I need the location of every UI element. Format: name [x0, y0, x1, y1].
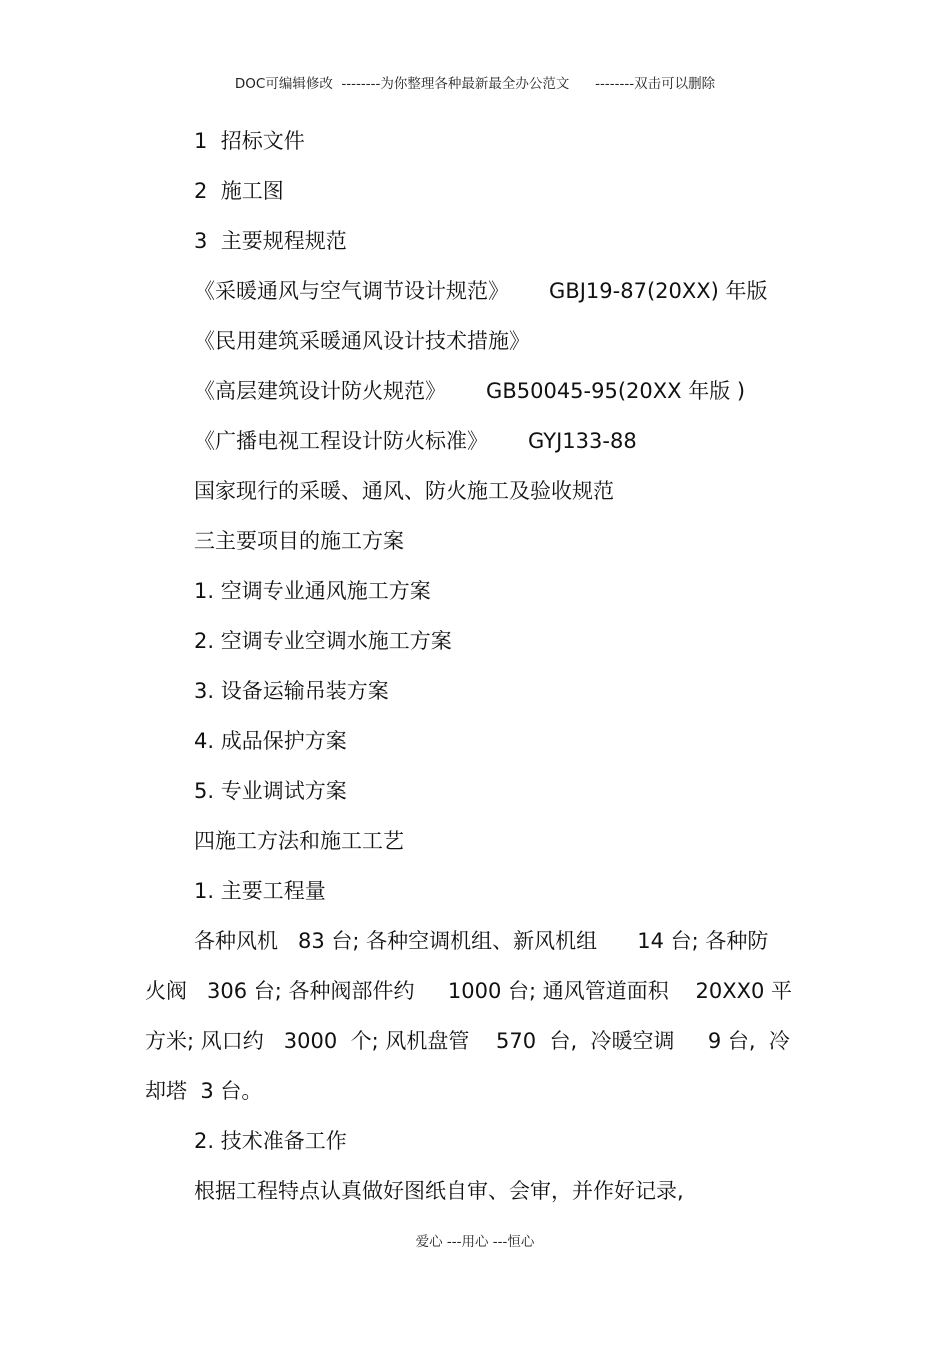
- plan-item-4: 4. 成品保护方案: [194, 729, 347, 753]
- standard-national-acceptance: 国家现行的采暖、通风、防火施工及验收规范: [194, 479, 614, 503]
- paragraph-tech-prep: 根据工程特点认真做好图纸自审、会审，并作好记录,: [194, 1179, 684, 1203]
- subsection-quantities: 1. 主要工程量: [194, 879, 326, 903]
- paragraph-quantities-line-4: 却塔 3 台。: [145, 1079, 263, 1103]
- standard-civil-hvac-measures: 《民用建筑采暖通风设计技术措施》: [194, 329, 530, 353]
- plan-item-5: 5. 专业调试方案: [194, 779, 347, 803]
- list-item-tender-docs: 1 招标文件: [194, 129, 305, 153]
- paragraph-quantities-line-2: 火阀 306 台; 各种阀部件约 1000 台; 通风管道面积 20XX0 平: [145, 979, 793, 1003]
- section-heading-3: 三主要项目的施工方案: [194, 529, 404, 553]
- paragraph-quantities-line-1: 各种风机 83 台; 各种空调机组、新风机组 14 台; 各种防: [194, 929, 769, 953]
- subsection-tech-prep: 2. 技术准备工作: [194, 1129, 347, 1153]
- standard-broadcast-fire: 《广播电视工程设计防火标准》 GYJ133-88: [194, 429, 637, 453]
- list-item-drawings: 2 施工图: [194, 179, 284, 203]
- standard-hvac-design: 《采暖通风与空气调节设计规范》 GBJ19-87(20XX) 年版: [194, 279, 768, 303]
- plan-item-1: 1. 空调专业通风施工方案: [194, 579, 431, 603]
- plan-item-2: 2. 空调专业空调水施工方案: [194, 629, 452, 653]
- plan-item-3: 3. 设备运输吊装方案: [194, 679, 389, 703]
- page-header: DOC可编辑修改 --------为你整理各种最新最全办公范文 --------双击可以删除: [234, 76, 716, 92]
- page-footer: 爱心 ---用心 ---恒心: [415, 1234, 535, 1250]
- paragraph-quantities-line-3: 方米; 风口约 3000 个; 风机盘管 570 台, 冷暖空调 9 台, 冷: [145, 1029, 790, 1053]
- section-heading-4: 四施工方法和施工工艺: [194, 829, 404, 853]
- list-item-standards: 3 主要规程规范: [194, 229, 347, 253]
- standard-highrise-fire: 《高层建筑设计防火规范》 GB50045-95(20XX 年版 ): [194, 379, 746, 403]
